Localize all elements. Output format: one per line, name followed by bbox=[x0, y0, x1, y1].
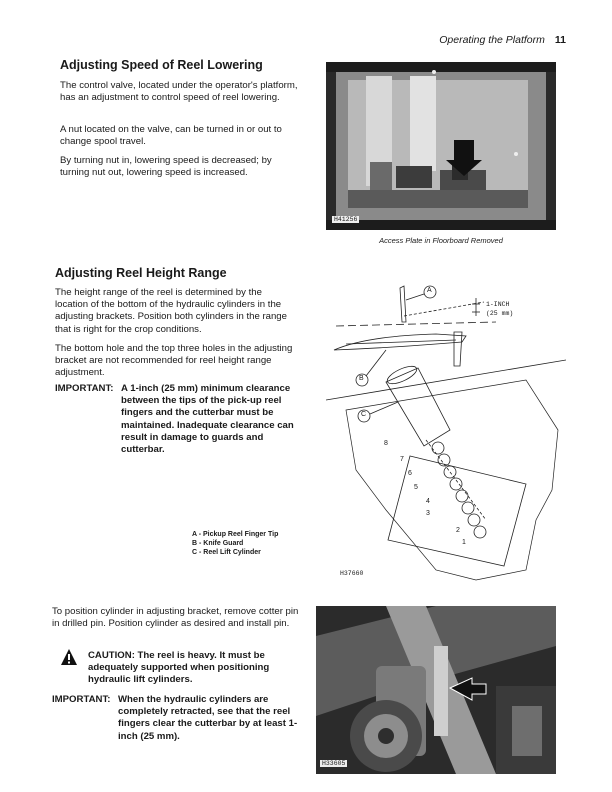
reel-lift-cylinder bbox=[386, 368, 450, 446]
bracket-hole bbox=[468, 514, 480, 526]
section-title-reel-height: Adjusting Reel Height Range bbox=[55, 266, 227, 280]
photo-caption: Access Plate in Floorboard Removed bbox=[379, 236, 503, 245]
important-label: IMPORTANT: bbox=[55, 383, 114, 394]
important-note-clearance bbox=[55, 383, 300, 463]
paragraph: The height range of the reel is determined by the location of the bottom of the hydraulic cylinders in the adjusting brackets. Position both cylinders in the range that is right for the crop conditions. bbox=[55, 287, 287, 335]
reel-finger-tip bbox=[400, 286, 406, 322]
bracket-hole bbox=[456, 490, 468, 502]
valve-photo bbox=[326, 62, 556, 230]
reel-height-diagram bbox=[326, 270, 566, 590]
bracket-hole bbox=[474, 526, 486, 538]
warning-icon bbox=[60, 648, 78, 666]
paragraph: A nut located on the valve, can be turned in or out to change spool travel. bbox=[60, 124, 282, 148]
header-section-title: Operating the Platform bbox=[439, 34, 545, 46]
hole-number: 8 bbox=[384, 440, 388, 447]
important-text: A 1-inch (25 mm) minimum clearance between the tips of the pick-up reel fingers and the cutterbar must be maintained. Inadequate clearance can result in damage to guards and cutterbar. bbox=[121, 383, 294, 456]
paragraph: To position cylinder in adjusting bracket, remove cotter pin in drilled pin. Position cylinder as desired and install pin. bbox=[52, 606, 299, 630]
bracket-holes bbox=[432, 442, 486, 538]
hole-number: 7 bbox=[400, 456, 404, 463]
dimension-mm: (25 mm) bbox=[486, 310, 514, 317]
bracket-hole bbox=[432, 442, 444, 454]
bracket-hole bbox=[462, 502, 474, 514]
cylinder-centerline bbox=[426, 440, 486, 520]
diagram-legend bbox=[192, 530, 278, 557]
section-title-reel-lowering: Adjusting Speed of Reel Lowering bbox=[60, 58, 263, 72]
callout-leader-a bbox=[406, 294, 424, 300]
callout-a: A bbox=[427, 287, 432, 294]
paragraph: By turning nut in, lowering speed is decreased; by turning nut out, lowering speed is increased. bbox=[60, 155, 272, 179]
callout-c: C bbox=[361, 411, 367, 418]
callout-b: B bbox=[359, 375, 364, 382]
reference-line bbox=[336, 322, 496, 326]
hole-number: 5 bbox=[414, 484, 418, 491]
paragraph: The bottom hole and the top three holes in the adjusting bracket are not recommended for reel height range adjustment. bbox=[55, 343, 293, 379]
photo-code: H33605 bbox=[322, 760, 346, 767]
important-note-retraction bbox=[52, 694, 302, 754]
guard-bracket bbox=[454, 332, 462, 366]
hole-number: 6 bbox=[408, 470, 412, 477]
hole-number: 2 bbox=[456, 527, 460, 534]
legend-item: C - Reel Lift Cylinder bbox=[192, 549, 261, 556]
page-number: 11 bbox=[554, 34, 566, 46]
callout-leader-b bbox=[366, 350, 386, 376]
dimension-inch: 1-INCH bbox=[486, 301, 510, 308]
photo-code: H41256 bbox=[334, 216, 358, 223]
important-text: When the hydraulic cylinders are completely retracted, see that the reel fingers clear the cutterbar by at least 1-inch (25 mm). bbox=[118, 694, 298, 742]
cylinder-photo bbox=[316, 606, 556, 774]
hole-number: 3 bbox=[426, 510, 430, 517]
hole-number: 4 bbox=[426, 498, 430, 505]
important-label: IMPORTANT: bbox=[52, 694, 111, 705]
legend-item: A - Pickup Reel Finger Tip bbox=[192, 531, 279, 538]
hole-number: 1 bbox=[462, 539, 466, 546]
legend-item: B - Knife Guard bbox=[192, 540, 244, 547]
diagram-code: H37660 bbox=[340, 570, 364, 577]
bracket-hole bbox=[450, 478, 462, 490]
paragraph: The control valve, located under the operator's platform, has an adjustment to control speed of reel lowering. bbox=[60, 80, 298, 104]
running-header bbox=[439, 34, 566, 46]
caution-note: CAUTION: The reel is heavy. It must be adequately supported when positioning hydraulic lift cylinders. bbox=[88, 650, 270, 686]
